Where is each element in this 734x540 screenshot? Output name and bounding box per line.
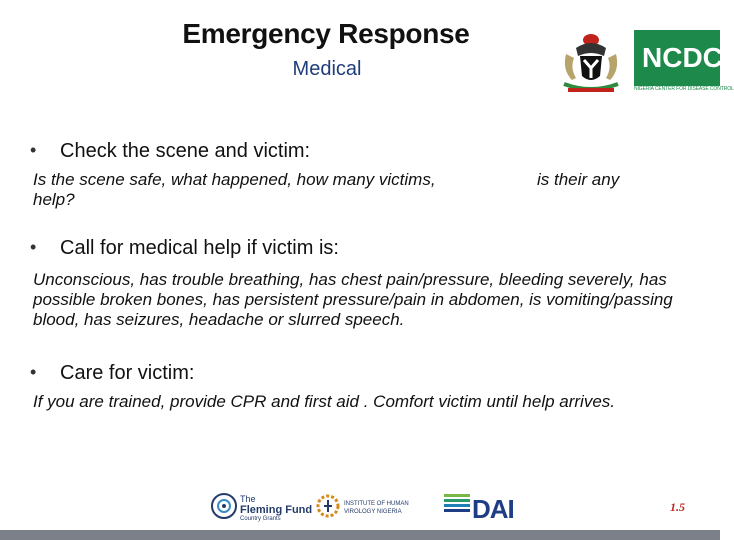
logo-text-line: Country Grants	[240, 516, 281, 522]
logo-text-line: The	[240, 494, 256, 504]
section-body-call-help: Unconscious, has trouble breathing, has chest pain/pressure, bleeding severely, has possible broken bones, has persistent pressure/pain in abdomen, is vomiting/passing blood, has seizures, headache or slurred speech.	[33, 270, 673, 329]
ihvn-logo-text	[344, 500, 409, 516]
ihvn-logo-icon	[316, 492, 340, 520]
body-text-line: is their any	[537, 170, 620, 189]
section-heading-check-scene: Check the scene and victim:	[60, 140, 311, 162]
footer-bar	[0, 530, 720, 540]
dai-logo-text: DAI	[472, 494, 514, 524]
section-heading-call-help: Call for medical help if victim is:	[60, 237, 339, 259]
body-text-line: help?	[33, 190, 75, 209]
page-number: 1.5	[670, 500, 685, 514]
bullet-marker: •	[30, 140, 37, 160]
bullet-marker: •	[30, 237, 37, 257]
ncdc-tagline: NIGERIA CENTER FOR DISEASE CONTROL	[634, 86, 734, 92]
ncdc-logo: NCDC	[634, 30, 720, 86]
body-text-line: Is the scene safe, what happened, how many victims,	[33, 170, 436, 189]
section-body-care-victim: If you are trained, provide CPR and first aid . Comfort victim until help arrives.	[33, 392, 616, 411]
fleming-fund-logo-text	[240, 494, 312, 523]
slide-title: Emergency Response	[182, 18, 470, 49]
dai-logo-icon	[444, 492, 470, 516]
section-heading-care-victim: Care for victim:	[60, 362, 195, 384]
fleming-fund-logo-icon	[210, 492, 238, 520]
logo-text-line: Fleming Fund	[240, 504, 313, 516]
section-body-check-scene	[33, 170, 673, 214]
bullet-marker: •	[30, 362, 37, 382]
logo-text-line: VIROLOGY NIGERIA	[344, 509, 402, 515]
nigeria-coat-of-arms-icon	[556, 30, 626, 96]
slide-subtitle: Medical	[292, 58, 362, 80]
logo-text-line: INSTITUTE OF HUMAN	[344, 501, 409, 507]
